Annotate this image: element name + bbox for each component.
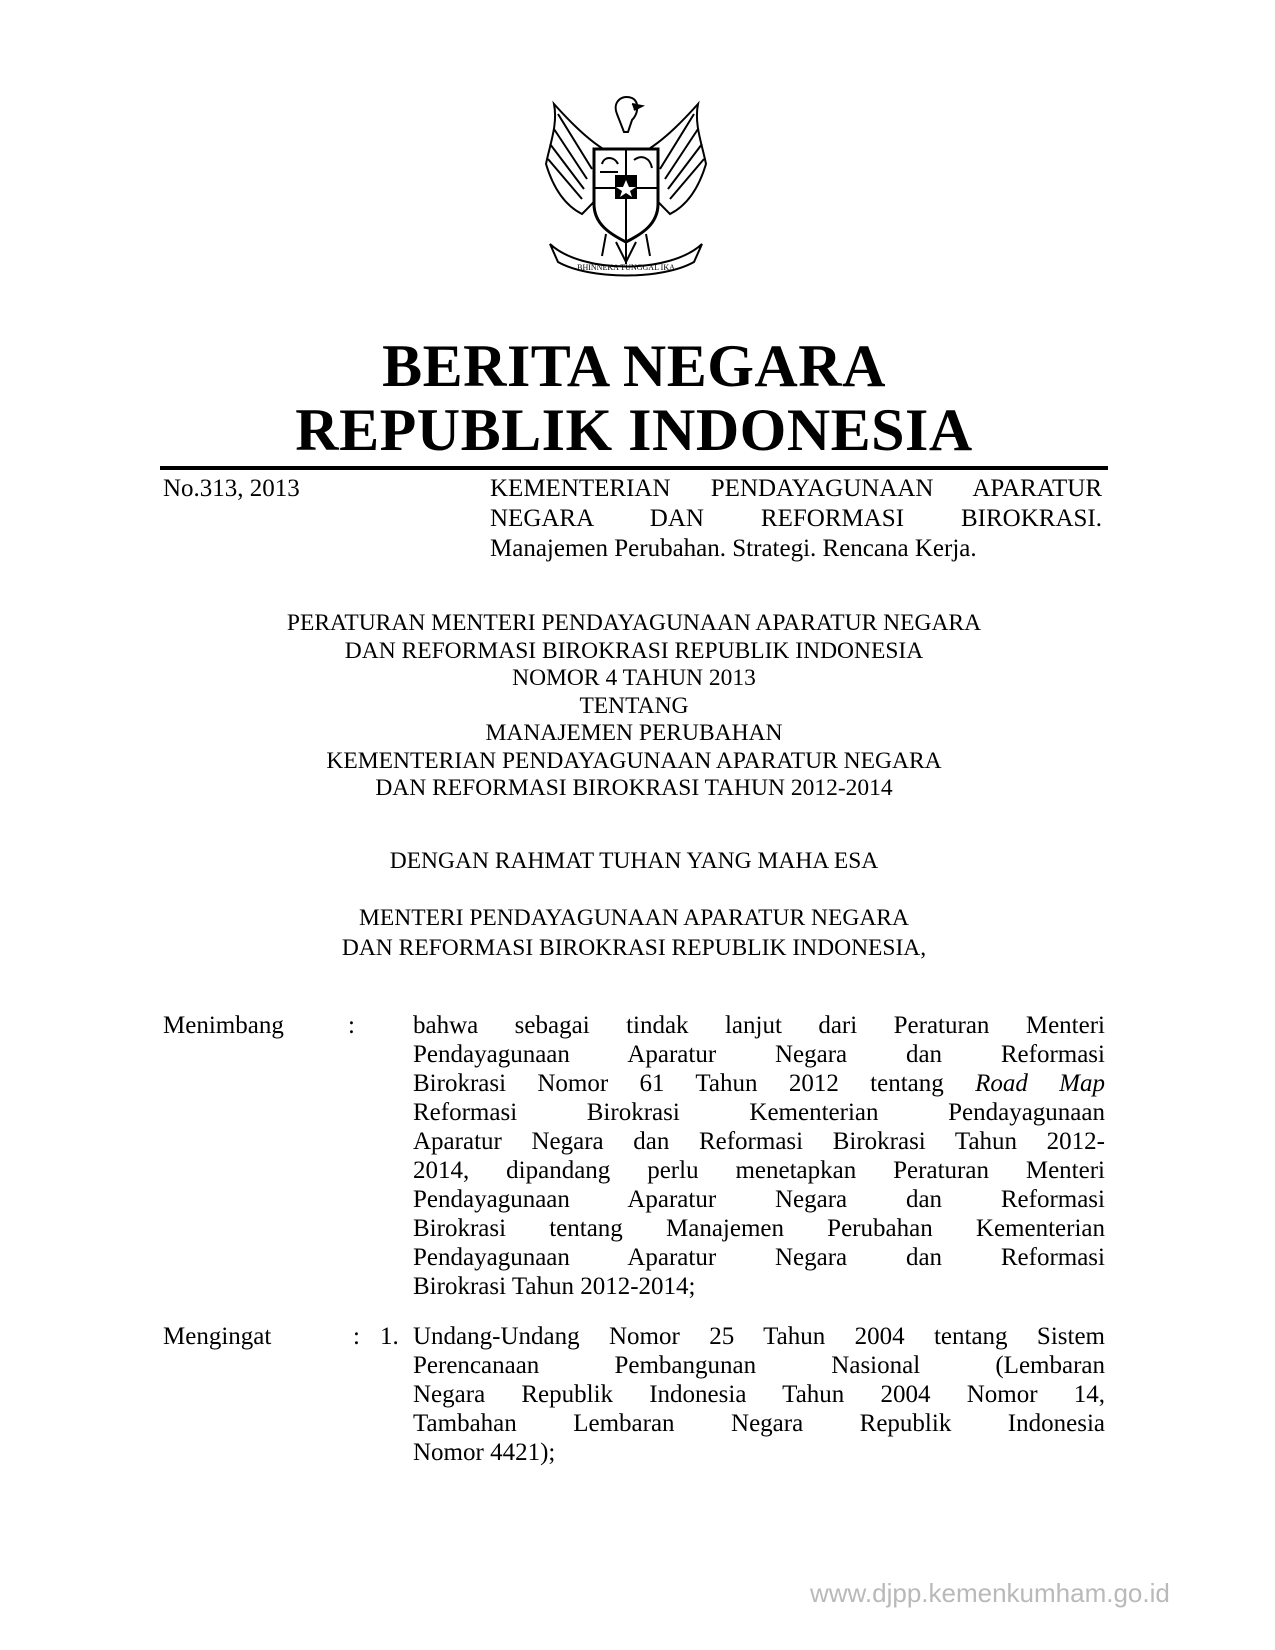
subject-line: KEMENTERIAN PENDAYAGUNAAN APARATUR	[490, 475, 1102, 502]
regulation-title-line: MANAJEMEN PERUBAHAN	[485, 720, 783, 746]
menimbang-line: Pendayagunaan Aparatur Negara dan Reformasi	[413, 1186, 1105, 1213]
mengingat-item-number: 1.	[380, 1323, 399, 1350]
mengingat-line: Tambahan Lembaran Negara Republik Indonesia	[413, 1410, 1105, 1437]
regulation-title-line: TENTANG	[579, 692, 689, 719]
mengingat-body	[413, 1322, 1105, 1467]
subject-line: NEGARA DAN REFORMASI BIROKRASI.	[490, 505, 1102, 532]
gazette-number: No.313, 2013	[163, 475, 300, 502]
menimbang-line: Birokrasi Tahun 2012-2014;	[413, 1273, 696, 1300]
regulation-title-line: KEMENTERIAN PENDAYAGUNAAN APARATUR NEGARA	[326, 747, 942, 774]
regulation-title-line: DAN REFORMASI BIROKRASI REPUBLIK INDONESIA	[344, 637, 924, 664]
subject-line: Manajemen Perubahan. Strategi. Rencana Kerja.	[490, 535, 977, 562]
mengingat-line: Undang-Undang Nomor 25 Tahun 2004 tentang Sistem	[413, 1323, 1105, 1350]
mengingat-line: Negara Republik Indonesia Tahun 2004 Nomor 14,	[413, 1381, 1105, 1408]
menimbang-line: bahwa sebagai tindak lanjut dari Peraturan Menteri	[413, 1012, 1105, 1039]
menimbang-line-with-italic	[413, 1069, 1105, 1098]
menimbang-line: Pendayagunaan Aparatur Negara dan Reformasi	[413, 1244, 1105, 1271]
menimbang-colon: :	[348, 1012, 355, 1039]
regulation-title	[160, 610, 1108, 803]
gazette-subject	[490, 474, 1102, 564]
menimbang-line: 2014, dipandang perlu menetapkan Peraturan Menteri	[413, 1157, 1105, 1184]
menimbang-line: Pendayagunaan Aparatur Negara dan Reformasi	[413, 1041, 1105, 1068]
menimbang-body	[413, 1011, 1105, 1301]
menimbang-label: Menimbang	[163, 1012, 284, 1039]
blessing-line: DENGAN RAHMAT TUHAN YANG MAHA ESA	[389, 848, 879, 874]
emblem-motto: BHINNEKA TUNGGAL IKA	[577, 263, 675, 272]
menimbang-line: Aparatur Negara dan Reformasi Birokrasi Tahun 2012-	[413, 1128, 1105, 1155]
regulation-title-line: NOMOR 4 TAHUN 2013	[512, 665, 756, 691]
road-map-term: Road Map	[975, 1070, 1105, 1097]
masthead-title-line2: REPUBLIK INDONESIA	[295, 397, 973, 463]
menimbang-line: Reformasi Birokrasi Kementerian Pendayagunaan	[413, 1099, 1105, 1126]
minister-heading	[160, 903, 1108, 963]
masthead-divider	[160, 466, 1108, 470]
mengingat-line: Nomor 4421);	[413, 1439, 556, 1466]
regulation-title-line: PERATURAN MENTERI PENDAYAGUNAAN APARATUR NEGARA	[286, 610, 982, 636]
mengingat-label: Mengingat	[163, 1323, 272, 1350]
garuda-emblem-icon	[532, 84, 720, 279]
watermark-url: www.djpp.kemenkumham.go.id	[810, 1578, 1170, 1608]
menimbang-line: Birokrasi Nomor 61 Tahun 2012 tentang	[413, 1070, 944, 1097]
menimbang-line: Birokrasi tentang Manajemen Perubahan Kementerian	[413, 1215, 1105, 1242]
minister-line: MENTERI PENDAYAGUNAAN APARATUR NEGARA	[359, 905, 909, 931]
mengingat-line: Perencanaan Pembangunan Nasional (Lembaran	[413, 1352, 1105, 1379]
minister-line: DAN REFORMASI BIROKRASI REPUBLIK INDONESIA,	[341, 935, 927, 961]
regulation-title-line: DAN REFORMASI BIROKRASI TAHUN 2012-2014	[375, 775, 893, 801]
masthead-title-line1: BERITA NEGARA	[382, 333, 886, 399]
mengingat-colon: :	[353, 1323, 360, 1350]
